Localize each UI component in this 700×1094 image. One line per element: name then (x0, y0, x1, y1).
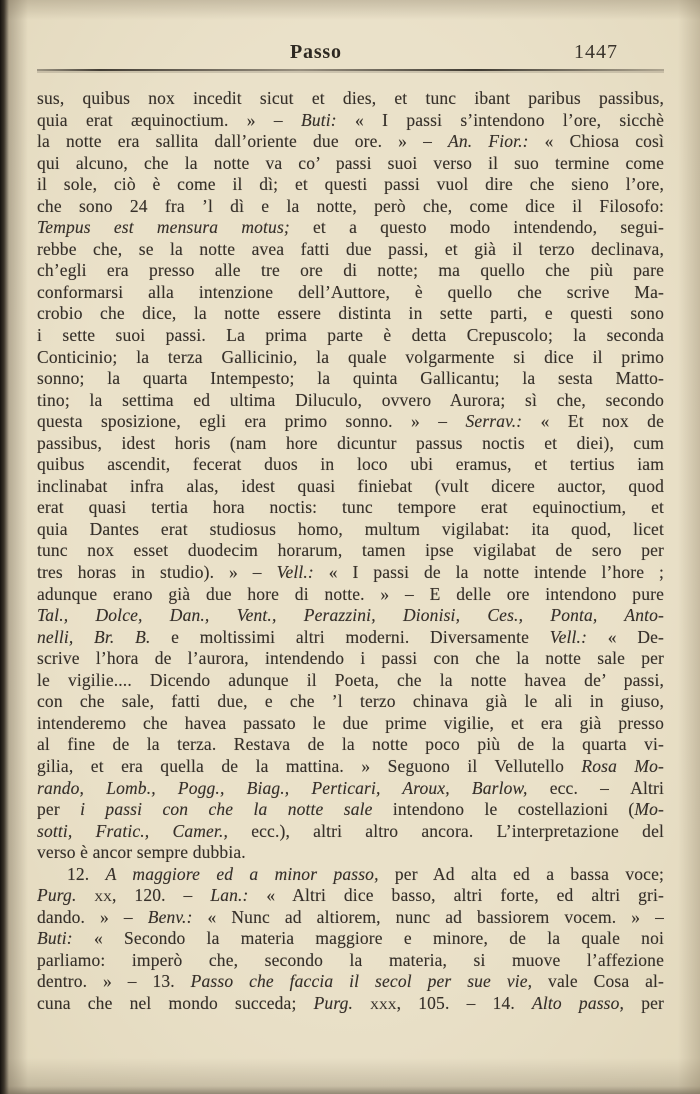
text-run: quia erat æquinoctium. » – (37, 109, 302, 130)
italic-text-run: Serrav.: (465, 411, 523, 432)
text-run: il sole, ciò è come il dì; et questi passi vuol dire che sieno l’ore, (37, 174, 664, 195)
text-run: con che sale, fatti due, e che ’l terzo chinava già le ali in giuso, (37, 691, 664, 712)
text-run: cuna che nel mondo succeda; (37, 992, 314, 1013)
text-run: quibus ascendit, fecerat duos in loco ubi eramus, et tertius iam (37, 454, 664, 475)
text-run: quia Dantes erat studiosus homo, multum vigilabat: ita quod, licet (37, 518, 664, 539)
text-line (37, 153, 664, 175)
italic-text-run: Lan.: (210, 885, 249, 906)
text-run: dando. » – (37, 906, 148, 927)
text-run: le vigilie.... Dicendo adunque il Poeta, che la notte havea de’ passi, (37, 669, 664, 690)
text-run: erat quasi tertia hora noctis: tunc tempore erat equinoctium, et (37, 497, 664, 518)
text-run: crobio che dice, la notte essere distinta in sette parti, e questi sono (37, 303, 664, 324)
text-line (37, 670, 664, 692)
text-line (37, 756, 664, 778)
italic-text-run: Alto passo, (532, 992, 625, 1013)
text-run: verso è ancor sempre dubbia. (37, 842, 246, 863)
text-run: sus, quibus nox incedit sicut et dies, et tunc ibant paribus passibus, (37, 88, 664, 108)
text-line (37, 691, 664, 713)
text-line (37, 627, 664, 649)
text-run: che sono 24 fra ’l dì e la notte, però che, come dice il Filosofo: (37, 195, 664, 216)
running-head-title: Passo (290, 41, 342, 63)
italic-text-run: Purg. (37, 885, 77, 906)
italic-text-run: Tal., Dolce, Dan., Vent., Perazzini, Dionisi, Ces., Ponta, Anto- (37, 605, 664, 626)
text-run: tres horas in studio). » – (37, 562, 277, 583)
text-line (37, 648, 664, 670)
text-line (37, 907, 664, 929)
text-line (37, 734, 664, 756)
text-run: al fine de la terza. Restava de la notte poco più de la quarta vi- (37, 734, 664, 755)
text-line (37, 260, 664, 282)
italic-text-run: Mo- (634, 799, 664, 820)
text-line (37, 584, 664, 606)
header-rule (37, 69, 664, 71)
text-run: tunc nox esset duodecim horarum, tamen ipse vigilabat de sero per (37, 540, 664, 561)
text-line (37, 885, 664, 907)
text-run: adunque erano già due hore di notte. » – E delle ore intendono pure (37, 583, 664, 604)
text-run: rebbe che, se la notte avea fatti due passi, et già il terzo declinava, (37, 238, 664, 259)
text-line (37, 778, 664, 800)
text-run: tino; la settima ed ultima Diluculo, ovvero Aurora; sì che, secondo (37, 389, 664, 410)
text-line (37, 540, 664, 562)
text-run: ecc. – Altri (527, 777, 664, 798)
page-text (37, 88, 664, 1015)
text-run: « Altri dice basso, altri forte, ed altri gri- (248, 885, 664, 906)
italic-text-run: Rosa Mo- (581, 755, 664, 776)
text-line (37, 950, 664, 972)
text-run: parliamo: imperò che, secondo la materia, si muove l’affezione (37, 949, 664, 970)
italic-text-run: sotti, Fratic., Camer., (37, 820, 229, 841)
italic-text-run: Buti: (37, 928, 73, 949)
text-line (37, 282, 664, 304)
text-run: « Chiosa così (528, 131, 664, 152)
text-run: sonno; la quarta Intempesto; la quinta Gallicantu; la sesta Matto- (37, 368, 664, 389)
text-run: « Et nox de (522, 411, 664, 432)
text-run: xxx, 105. – 14. (353, 992, 533, 1013)
text-run: qui alcuno, che la notte va co’ passi suoi verso il suo termine come (37, 152, 664, 173)
text-run: xx, 120. – (76, 885, 211, 906)
text-line (37, 842, 664, 864)
text-run: Conticinio; la terza Gallicinio, la quale volgarmente si dice il primo (37, 346, 664, 367)
text-line (37, 88, 664, 110)
text-line (37, 928, 664, 950)
italic-text-run: An. Fior.: (448, 131, 529, 152)
text-run: ch’egli era presso alle tre ore di notte; ma quello che più pare (37, 260, 664, 281)
text-line (37, 303, 664, 325)
text-run: passibus, idest horis (nam hore dicuntur passus noctis et diei), cum (37, 432, 664, 453)
text-line (37, 347, 664, 369)
italic-text-run: Tempus est mensura motus; (37, 217, 290, 238)
italic-text-run: nelli, Br. B. (37, 626, 151, 647)
text-line (37, 605, 664, 627)
text-line (37, 993, 664, 1015)
text-run: scrive l’hora de l’aurora, intendendo i passi con che la notte sale per (37, 648, 664, 669)
text-run: questa sposizione, egli era primo sonno. » – (37, 411, 466, 432)
italic-text-run: Passo che faccia il secol per sue vie, (190, 971, 533, 992)
text-run: per Ad alta ed a bassa voce; (378, 863, 664, 884)
text-run: « Nunc ad altiorem, nunc ad bassiorem vocem. » – (192, 906, 664, 927)
text-run: et a questo modo intendendo, segui- (289, 217, 664, 238)
text-run: per (624, 992, 664, 1013)
text-line (37, 971, 664, 993)
italic-text-run: Benv.: (147, 906, 193, 927)
text-line (37, 196, 664, 218)
italic-text-run: i passi con che la notte sale (80, 799, 373, 820)
text-line (37, 799, 664, 821)
text-line (37, 110, 664, 132)
italic-text-run: Purg. (313, 992, 354, 1013)
text-line (37, 433, 664, 455)
text-line (37, 864, 664, 886)
text-line (37, 497, 664, 519)
text-run: « I passi de la notte intende l’hore ; (313, 562, 664, 583)
text-run: dentro. » – 13. (37, 971, 191, 992)
text-line (37, 239, 664, 261)
text-run: « Secondo la materia maggiore e minore, de la quale noi (72, 928, 664, 949)
italic-text-run: Vell.: (549, 626, 588, 647)
italic-text-run: rando, Lomb., Pogg., Biag., Perticari, Aroux, Barlow, (37, 777, 528, 798)
text-run: conformarsi alla intenzione dell’Auttore, è quello che scrive Ma- (37, 281, 664, 302)
italic-text-run: A maggiore ed a minor passo, (105, 863, 379, 884)
text-line (37, 562, 664, 584)
text-line (37, 821, 664, 843)
text-line (37, 411, 664, 433)
text-run: « De- (587, 626, 664, 647)
text-line (37, 174, 664, 196)
text-run: vale Cosa al- (532, 971, 664, 992)
italic-text-run: Buti: (301, 109, 337, 130)
text-run: la notte era sallita dall’oriente due ore. » – (37, 131, 449, 152)
text-run: e moltissimi altri moderni. Diversamente (150, 626, 550, 647)
text-run: inclinabat infra alas, idest quasi finiebat (vult dicere auctor, quod (37, 475, 664, 496)
text-line (37, 476, 664, 498)
text-run: per (37, 799, 81, 820)
text-run: ecc.), altri altro ancora. L’interpretazione del (228, 820, 664, 841)
page-number: 1447 (574, 41, 618, 63)
text-line (37, 368, 664, 390)
text-line (37, 390, 664, 412)
text-run: intenderemo che havea passato le due prime vigilie, et era già presso (37, 712, 664, 733)
text-line (37, 713, 664, 735)
text-run: « I passi s’intendono l’ore, sicchè (336, 109, 664, 130)
text-line (37, 519, 664, 541)
text-run: i sette suoi passi. La prima parte è detta Crepuscolo; la seconda (37, 325, 664, 346)
text-line (37, 217, 664, 239)
text-run: gilia, et era quella de la mattina. » Seguono il Vellutello (37, 755, 582, 776)
text-line (37, 131, 664, 153)
text-line (37, 454, 664, 476)
text-line (37, 325, 664, 347)
text-run: 12. (67, 863, 106, 884)
text-run: intendono le costellazioni ( (372, 799, 635, 820)
italic-text-run: Vell.: (276, 562, 314, 583)
